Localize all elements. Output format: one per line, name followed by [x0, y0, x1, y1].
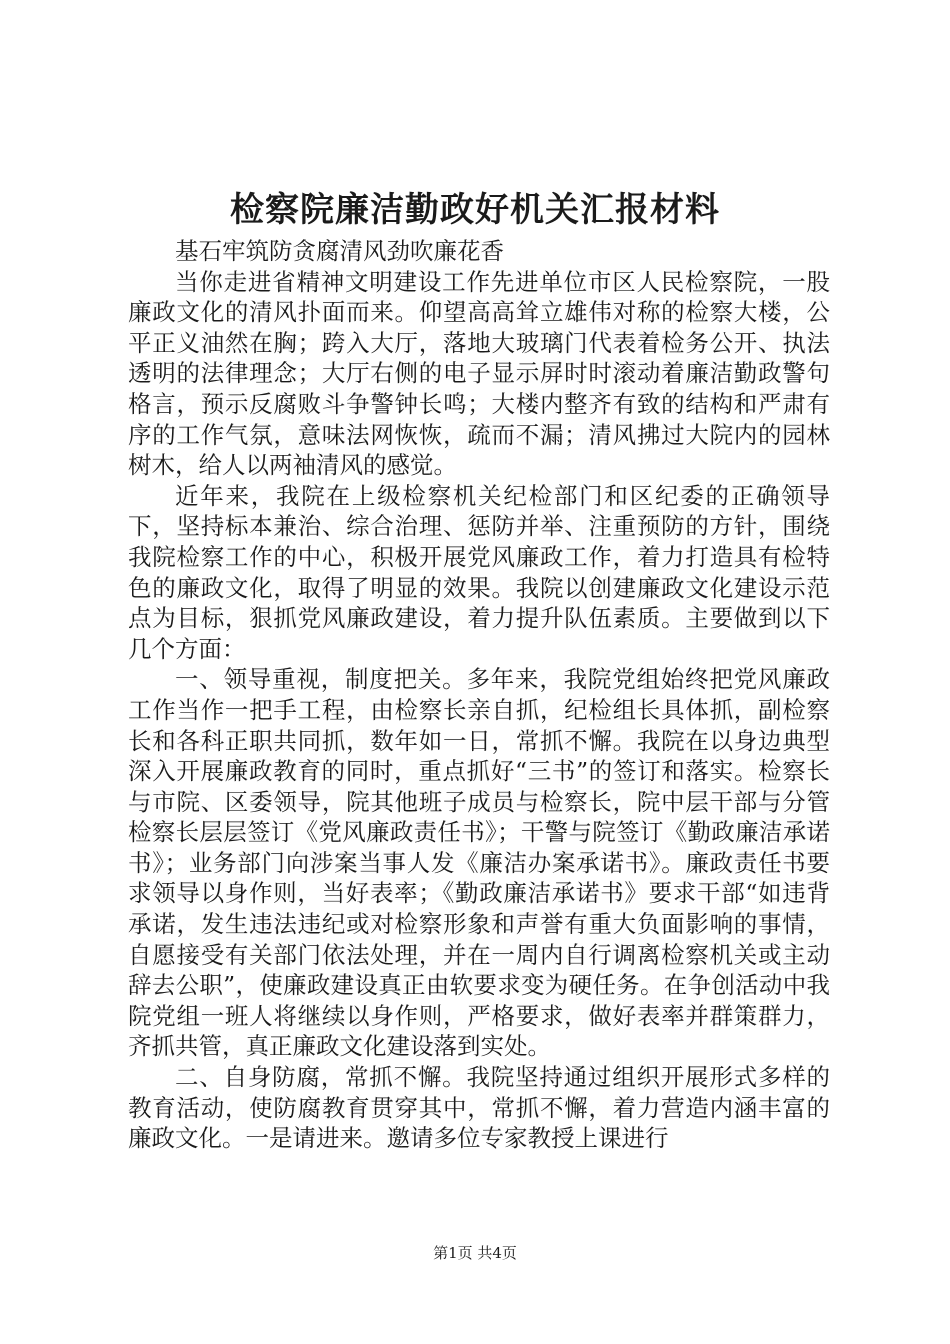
body-paragraph: 一、领导重视，制度把关。多年来，我院党组始终把党风廉政工作当作一把手工程，由检察长亲自抓，纪检组长具体抓，副检察长和各科正职共同抓，数年如一日，常抓不懈。我院在以身边典型深入开展廉政教育的同时，重点抓好“三书”的签订和落实。检察长与市院、区委领导，院其他班子成员与检察长，院中层干部与分管检察长层层签订《党风廉政责任书》；干警与院签订《勤政廉洁承诺书》；业务部门向涉案当事人发《廉洁办案承诺书》。廉政责任书要求领导以身作则，当好表率；《勤政廉洁承诺书》要求干部“如违背承诺，发生违法违纪或对检察形象和声誉有重大负面影响的事情，自愿接受有关部门依法处理，并在一周内自行调离检察机关或主动辞去公职”，使廉政建设真正由软要求变为硬任务。在争创活动中我院党组一班人将继续以身作则，严格要求，做好表率并群策群力，齐抓共管，真正廉政文化建设落到实处。 — [128, 665, 830, 1061]
document-title: 检察院廉洁勤政好机关汇报材料 — [230, 190, 720, 230]
body-paragraph: 近年来，我院在上级检察机关纪检部门和区纪委的正确领导下，坚持标本兼治、综合治理、惩防并举、注重预防的方针，围绕我院检察工作的中心，积极开展党风廉政工作，着力打造具有检特色的廉政文化，取得了明显的效果。我院以创建廉政文化建设示范点为目标，狠抓党风廉政建设，着力提升队伍素质。主要做到以下几个方面： — [128, 481, 830, 663]
body-paragraph: 当你走进省精神文明建设工作先进单位市区人民检察院，一股廉政文化的清风扑面而来。仰望高高耸立雄伟对称的检察大楼，公平正义油然在胸；跨入大厅，落地大玻璃门代表着检务公开、执法透明的法律理念；大厅右侧的电子显示屏时时滚动着廉洁勤政警句格言，预示反腐败斗争警钟长鸣；大楼内整齐有致的结构和严肃有序的工作气氛，意味法网恢恢，疏而不漏；清风拂过大院内的园林树木，给人以两袖清风的感觉。 — [128, 267, 830, 480]
subtitle-paragraph: 基石牢筑防贪腐清风劲吹廉花香 — [175, 237, 504, 265]
document-body — [128, 236, 830, 1154]
body-paragraph: 二、自身防腐，常抓不懈。我院坚持通过组织开展形式多样的教育活动，使防腐教育贯穿其中，常抓不懈，着力营造内涵丰富的廉政文化。一是请进来。邀请多位专家教授上课进行 — [128, 1063, 830, 1153]
page-footer: 第1页 共4页 — [433, 1244, 517, 1262]
